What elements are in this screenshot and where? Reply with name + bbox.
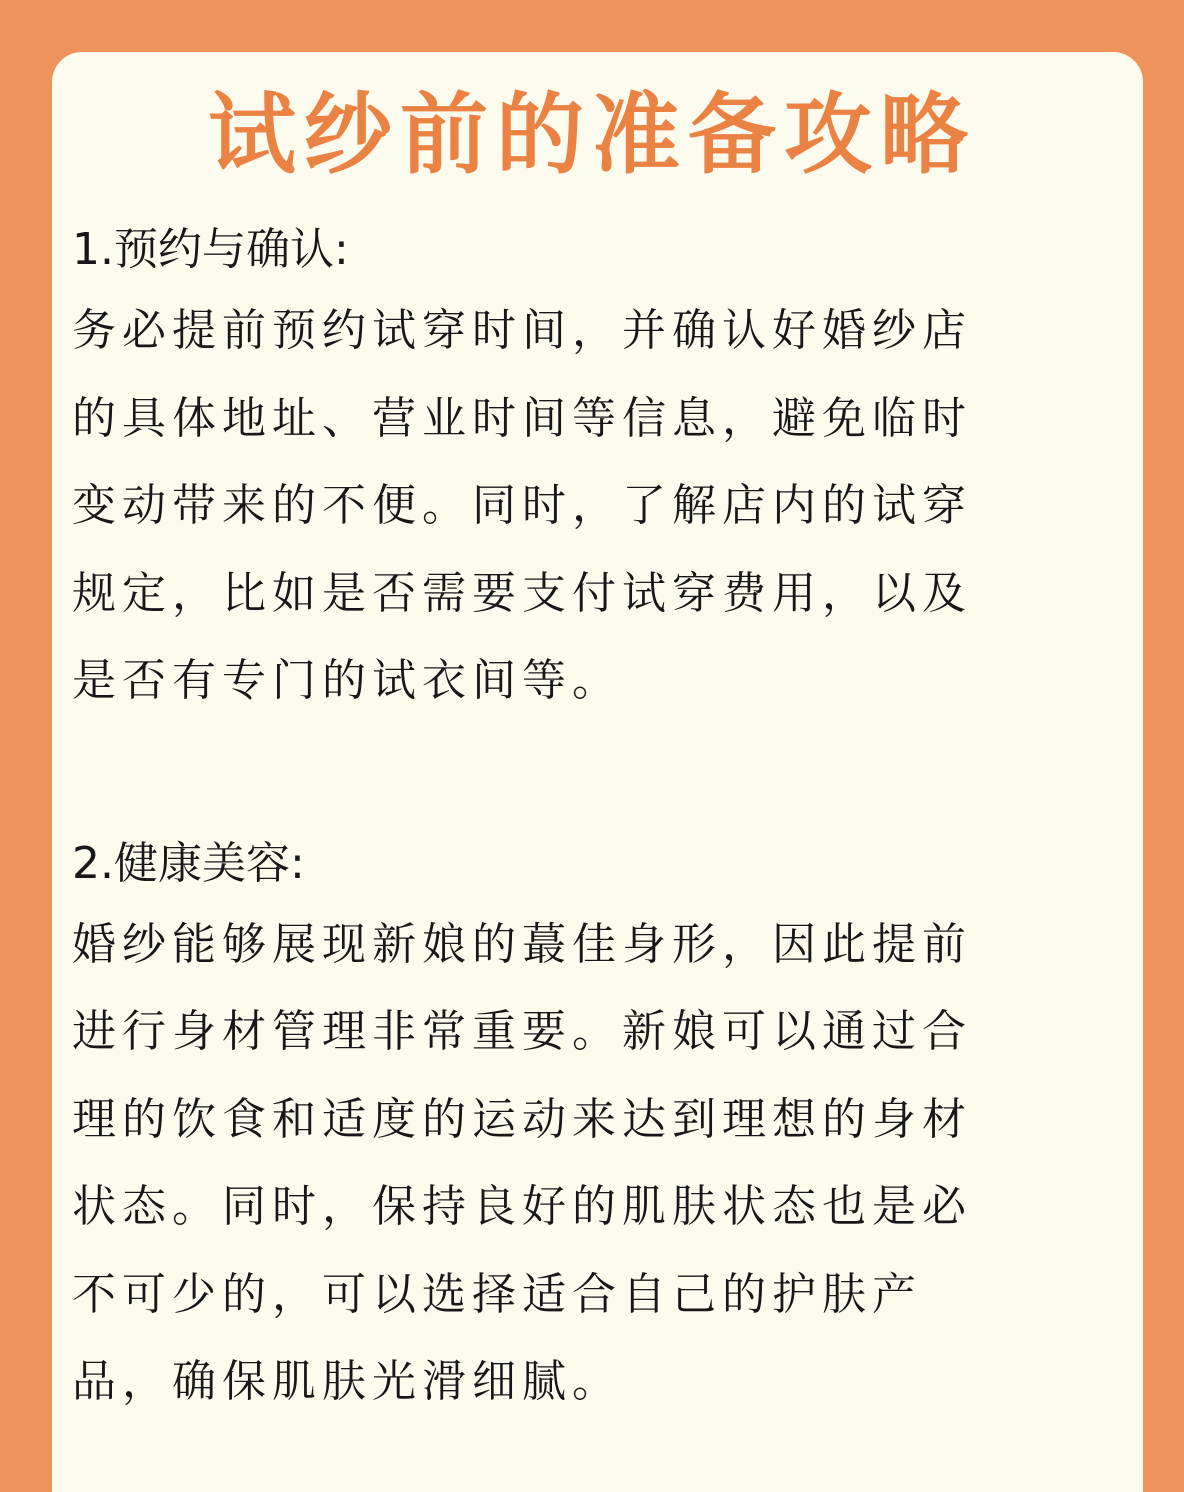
paragraph-line: 的具体地址、营业时间等信息，避免临时 bbox=[72, 392, 972, 444]
paragraph-line: 进行身材管理非常重要。新娘可以通过合 bbox=[72, 1006, 972, 1057]
section-heading: 2.健康美容: bbox=[72, 837, 305, 889]
paragraph-line: 务必提前预约试穿时间，并确认好婚纱店 bbox=[72, 305, 972, 356]
paragraph-line: 变动带来的不便。同时，了解店内的试穿 bbox=[72, 480, 972, 531]
section-heading: 1.预约与确认: bbox=[72, 224, 349, 275]
section-paragraph bbox=[72, 287, 1102, 725]
section-booking bbox=[72, 213, 1102, 725]
paragraph-line: 是否有专门的试衣间等。 bbox=[72, 655, 622, 706]
page-title: 试纱前的准备攻略 bbox=[207, 83, 976, 186]
section-paragraph bbox=[72, 901, 1102, 1426]
section-health-beauty bbox=[72, 827, 1102, 1426]
paragraph-line: 状态。同时，保持良好的肌肤状态也是必 bbox=[72, 1181, 972, 1232]
paragraph-line: 婚纱能够展现新娘的蕞佳身形，因此提前 bbox=[72, 918, 972, 970]
paragraph-line: 规定，比如是否需要支付试穿费用，以及 bbox=[72, 567, 972, 619]
section-spacer bbox=[72, 725, 1102, 827]
paragraph-line: 品，确保肌肤光滑细腻。 bbox=[72, 1356, 622, 1407]
paragraph-line: 理的饮食和适度的运动来达到理想的身材 bbox=[72, 1093, 972, 1145]
article-body bbox=[72, 213, 1102, 1426]
paragraph-line: 不可少的，可以选择适合自己的护肤产 bbox=[72, 1268, 922, 1320]
